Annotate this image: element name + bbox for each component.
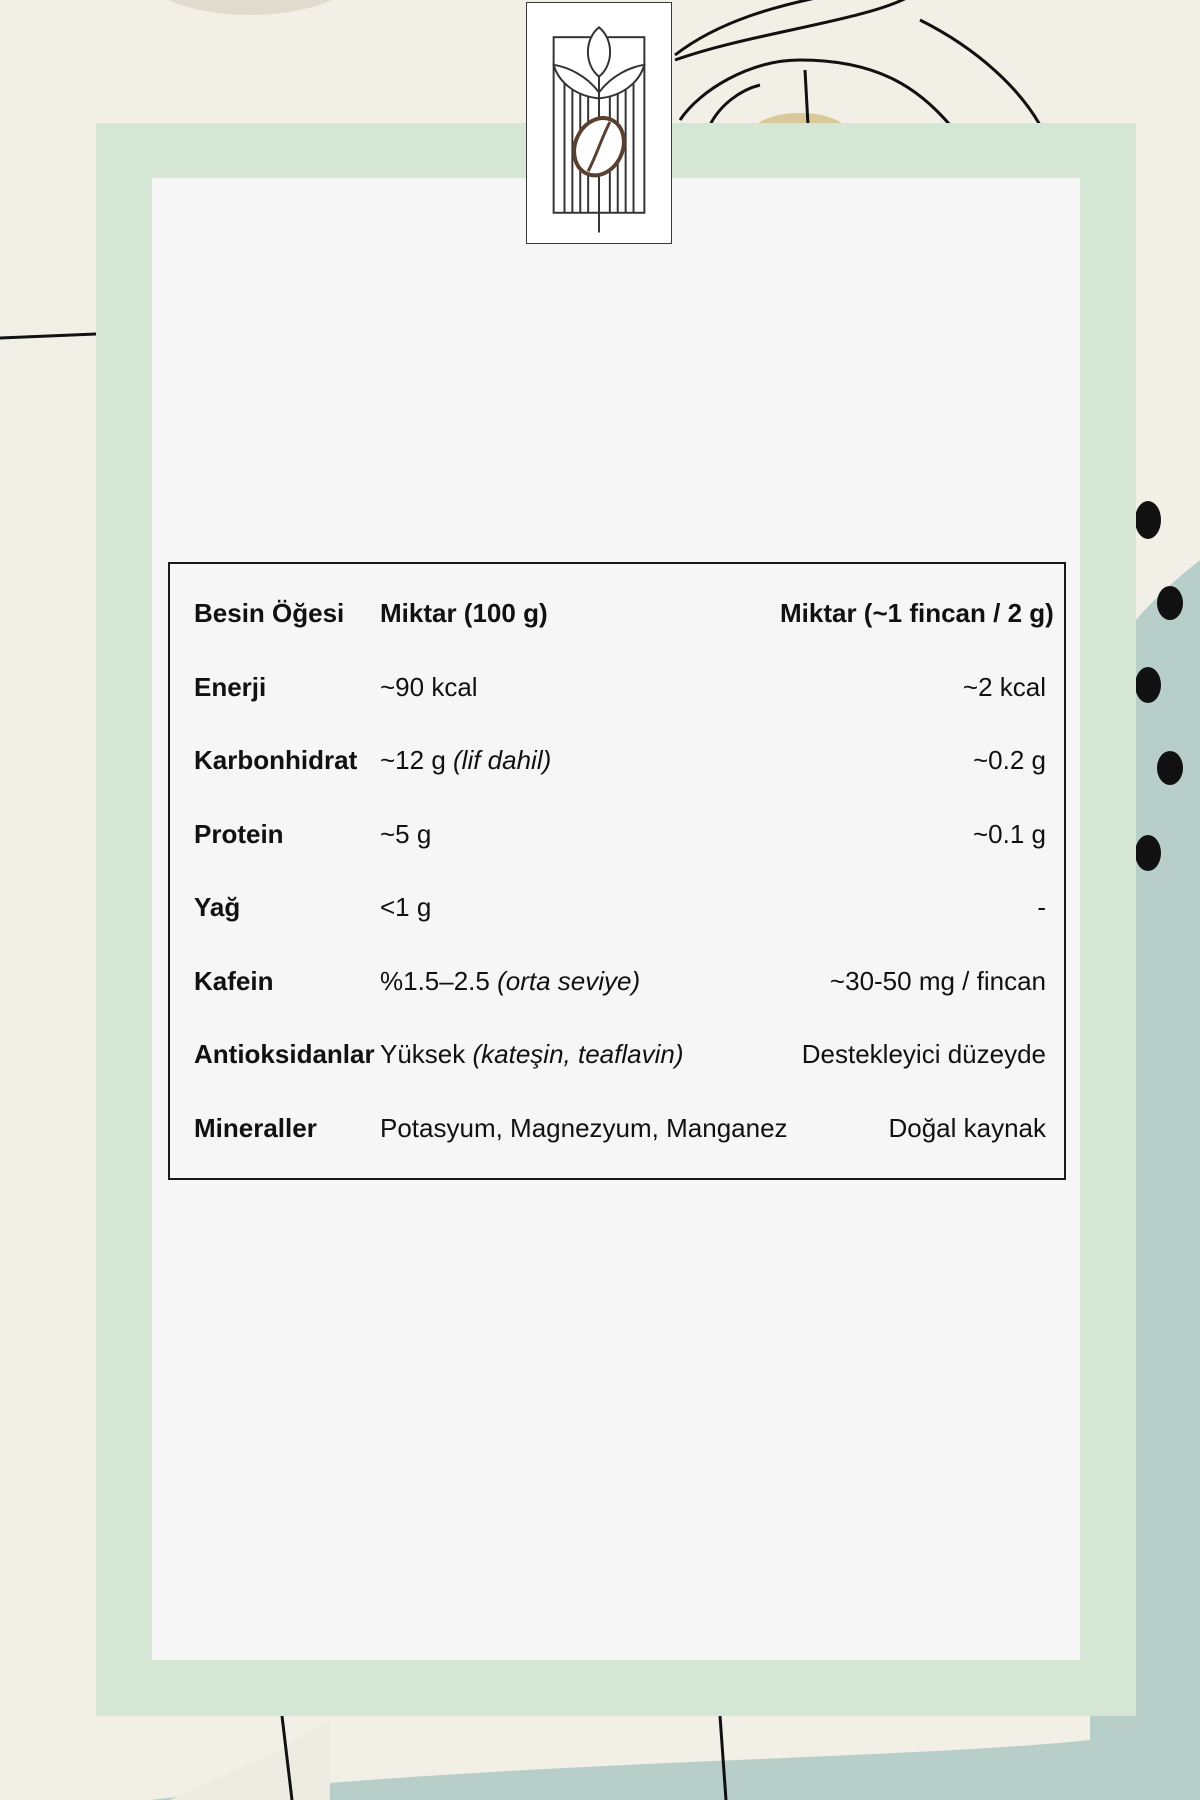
per-cup-value: ~30-50 mg / fincan: [829, 965, 1046, 996]
per-cup-value: Destekleyici düzeyde: [801, 1039, 1046, 1070]
table-row: [194, 945, 1046, 1019]
leaf-line-3: [920, 20, 1040, 125]
per-cup-value: ~2 kcal: [962, 671, 1046, 702]
leaf-line-2: [675, 0, 920, 60]
table-row: [194, 1092, 1046, 1166]
header-per-100g: Miktar (100 g): [380, 598, 548, 629]
per-100g-value: Potasyum, Magnezyum, Manganez: [380, 1112, 788, 1143]
nutrient-name: Kafein: [194, 965, 274, 996]
nutrient-name: Yağ: [194, 892, 241, 923]
table-header-row: [194, 577, 1046, 651]
per-cup-value: ~0.2 g: [972, 745, 1046, 776]
per-100g-value: ~12 g (lif dahil): [380, 745, 552, 776]
nutrient-name: Enerji: [194, 671, 267, 702]
nutrient-name: Mineraller: [194, 1112, 317, 1143]
left-line: [0, 334, 96, 338]
header-nutrient: Besin Öğesi: [194, 598, 345, 629]
nutrition-table: [194, 577, 1054, 1165]
nutrient-name: Antioksidanlar: [194, 1039, 375, 1070]
per-100g-value: ~90 kcal: [380, 671, 478, 702]
table-row: [194, 871, 1046, 945]
dot: [1157, 586, 1183, 620]
dot: [1135, 501, 1161, 539]
table-row: [194, 798, 1046, 872]
per-cup-value: -: [1037, 892, 1046, 923]
nutrient-name: Protein: [194, 818, 284, 849]
dot: [1135, 667, 1161, 703]
brand-logo: [526, 2, 672, 244]
header-per-cup: Miktar (~1 fincan / 2 g): [780, 598, 1054, 629]
leaf-line-5: [710, 85, 760, 125]
per-cup-value: Doğal kaynak: [888, 1112, 1046, 1143]
nutrient-name: Karbonhidrat: [194, 745, 358, 776]
tea-leaf-coffee-bean-icon: [527, 3, 671, 243]
nutrition-table-box: [168, 562, 1066, 1180]
dot: [1135, 835, 1161, 871]
bottom-curve: [170, 1720, 330, 1800]
top-left-blob: [130, 0, 370, 15]
per-cup-value: ~0.1 g: [972, 818, 1046, 849]
per-100g-value: Yüksek (kateşin, teaflavin): [380, 1039, 684, 1070]
per-100g-value: ~5 g: [380, 818, 432, 849]
per-100g-value: <1 g: [380, 892, 432, 923]
dot: [1157, 751, 1183, 785]
table-row: [194, 724, 1046, 798]
table-row: [194, 651, 1046, 725]
table-row: [194, 1018, 1046, 1092]
per-100g-value: %1.5–2.5 (orta seviye): [380, 965, 641, 996]
